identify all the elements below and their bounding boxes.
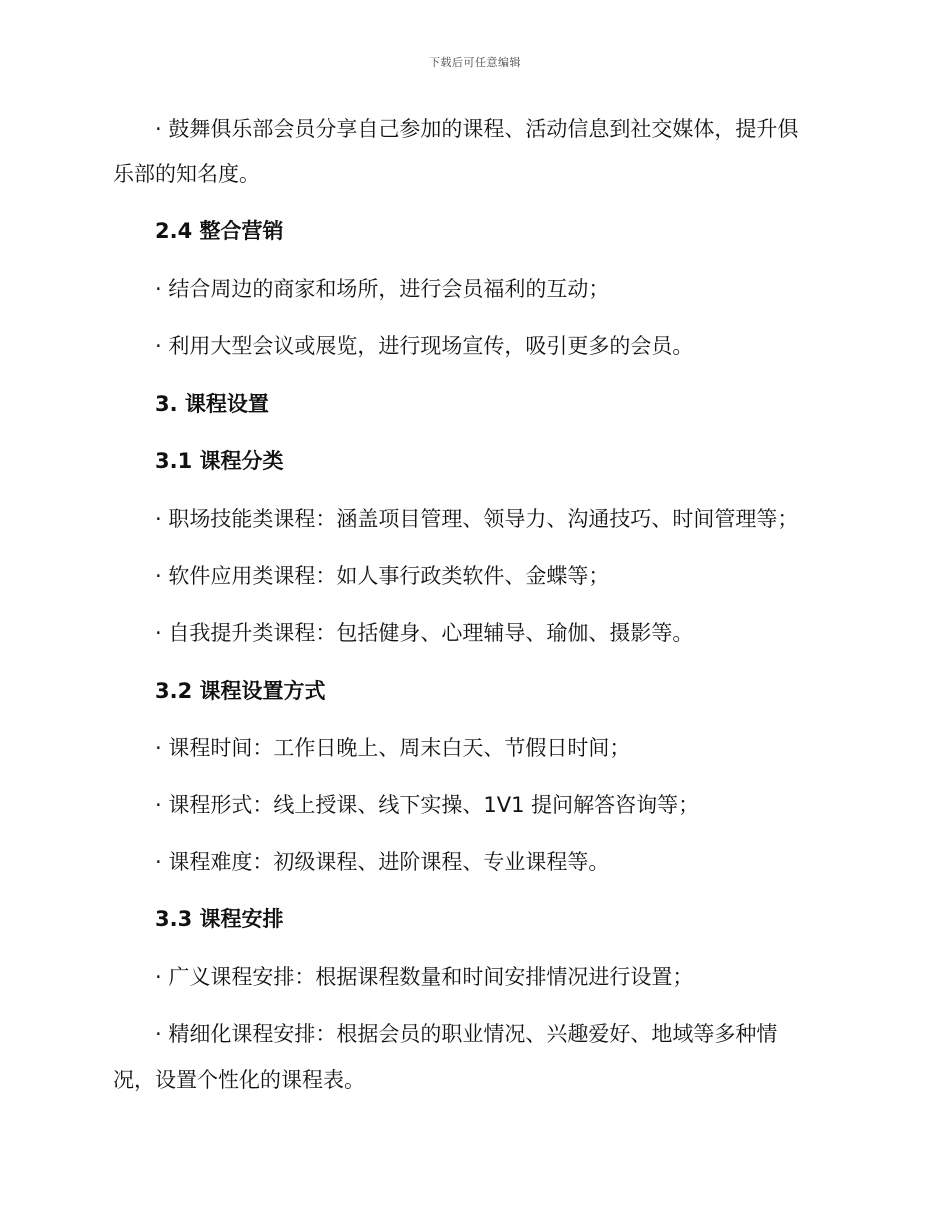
bullet-course-time: · 课程时间：工作日晚上、周末白天、节假日时间； (155, 736, 631, 760)
heading-2-4: 2.4 整合营销 (155, 219, 284, 243)
bullet-merchants: · 结合周边的商家和场所，进行会员福利的互动； (155, 277, 610, 301)
bullet-fine-arrangement-line2: 况，设置个性化的课程表。 (113, 1068, 365, 1092)
bullet-self-improvement-courses: · 自我提升类课程：包括健身、心理辅导、瑜伽、摄影等。 (155, 621, 694, 645)
heading-3: 3. 课程设置 (155, 392, 269, 416)
bullet-software-courses: · 软件应用类课程：如人事行政类软件、金蝶等； (155, 564, 610, 588)
bullet-general-arrangement: · 广义课程安排：根据课程数量和时间安排情况进行设置； (155, 965, 694, 989)
bullet-course-format: · 课程形式：线上授课、线下实操、1V1 提问解答咨询等； (155, 793, 700, 817)
paragraph-social-media-line2: 乐部的知名度。 (113, 162, 260, 186)
bullet-fine-arrangement-line1: · 精细化课程安排：根据会员的职业情况、兴趣爱好、地域等多种情 (155, 1022, 778, 1046)
heading-3-2: 3.2 课程设置方式 (155, 679, 326, 703)
bullet-exhibitions: · 利用大型会议或展览，进行现场宣传，吸引更多的会员。 (155, 334, 694, 358)
paragraph-social-media-line1: · 鼓舞俱乐部会员分享自己参加的课程、活动信息到社交媒体，提升俱 (155, 117, 799, 141)
bullet-course-difficulty: · 课程难度：初级课程、进阶课程、专业课程等。 (155, 850, 610, 874)
heading-3-1: 3.1 课程分类 (155, 449, 284, 473)
heading-3-3: 3.3 课程安排 (155, 907, 284, 931)
bullet-workplace-courses: · 职场技能类课程：涵盖项目管理、领导力、沟通技巧、时间管理等； (155, 507, 799, 531)
page-header: 下载后可任意编辑 (429, 56, 521, 69)
